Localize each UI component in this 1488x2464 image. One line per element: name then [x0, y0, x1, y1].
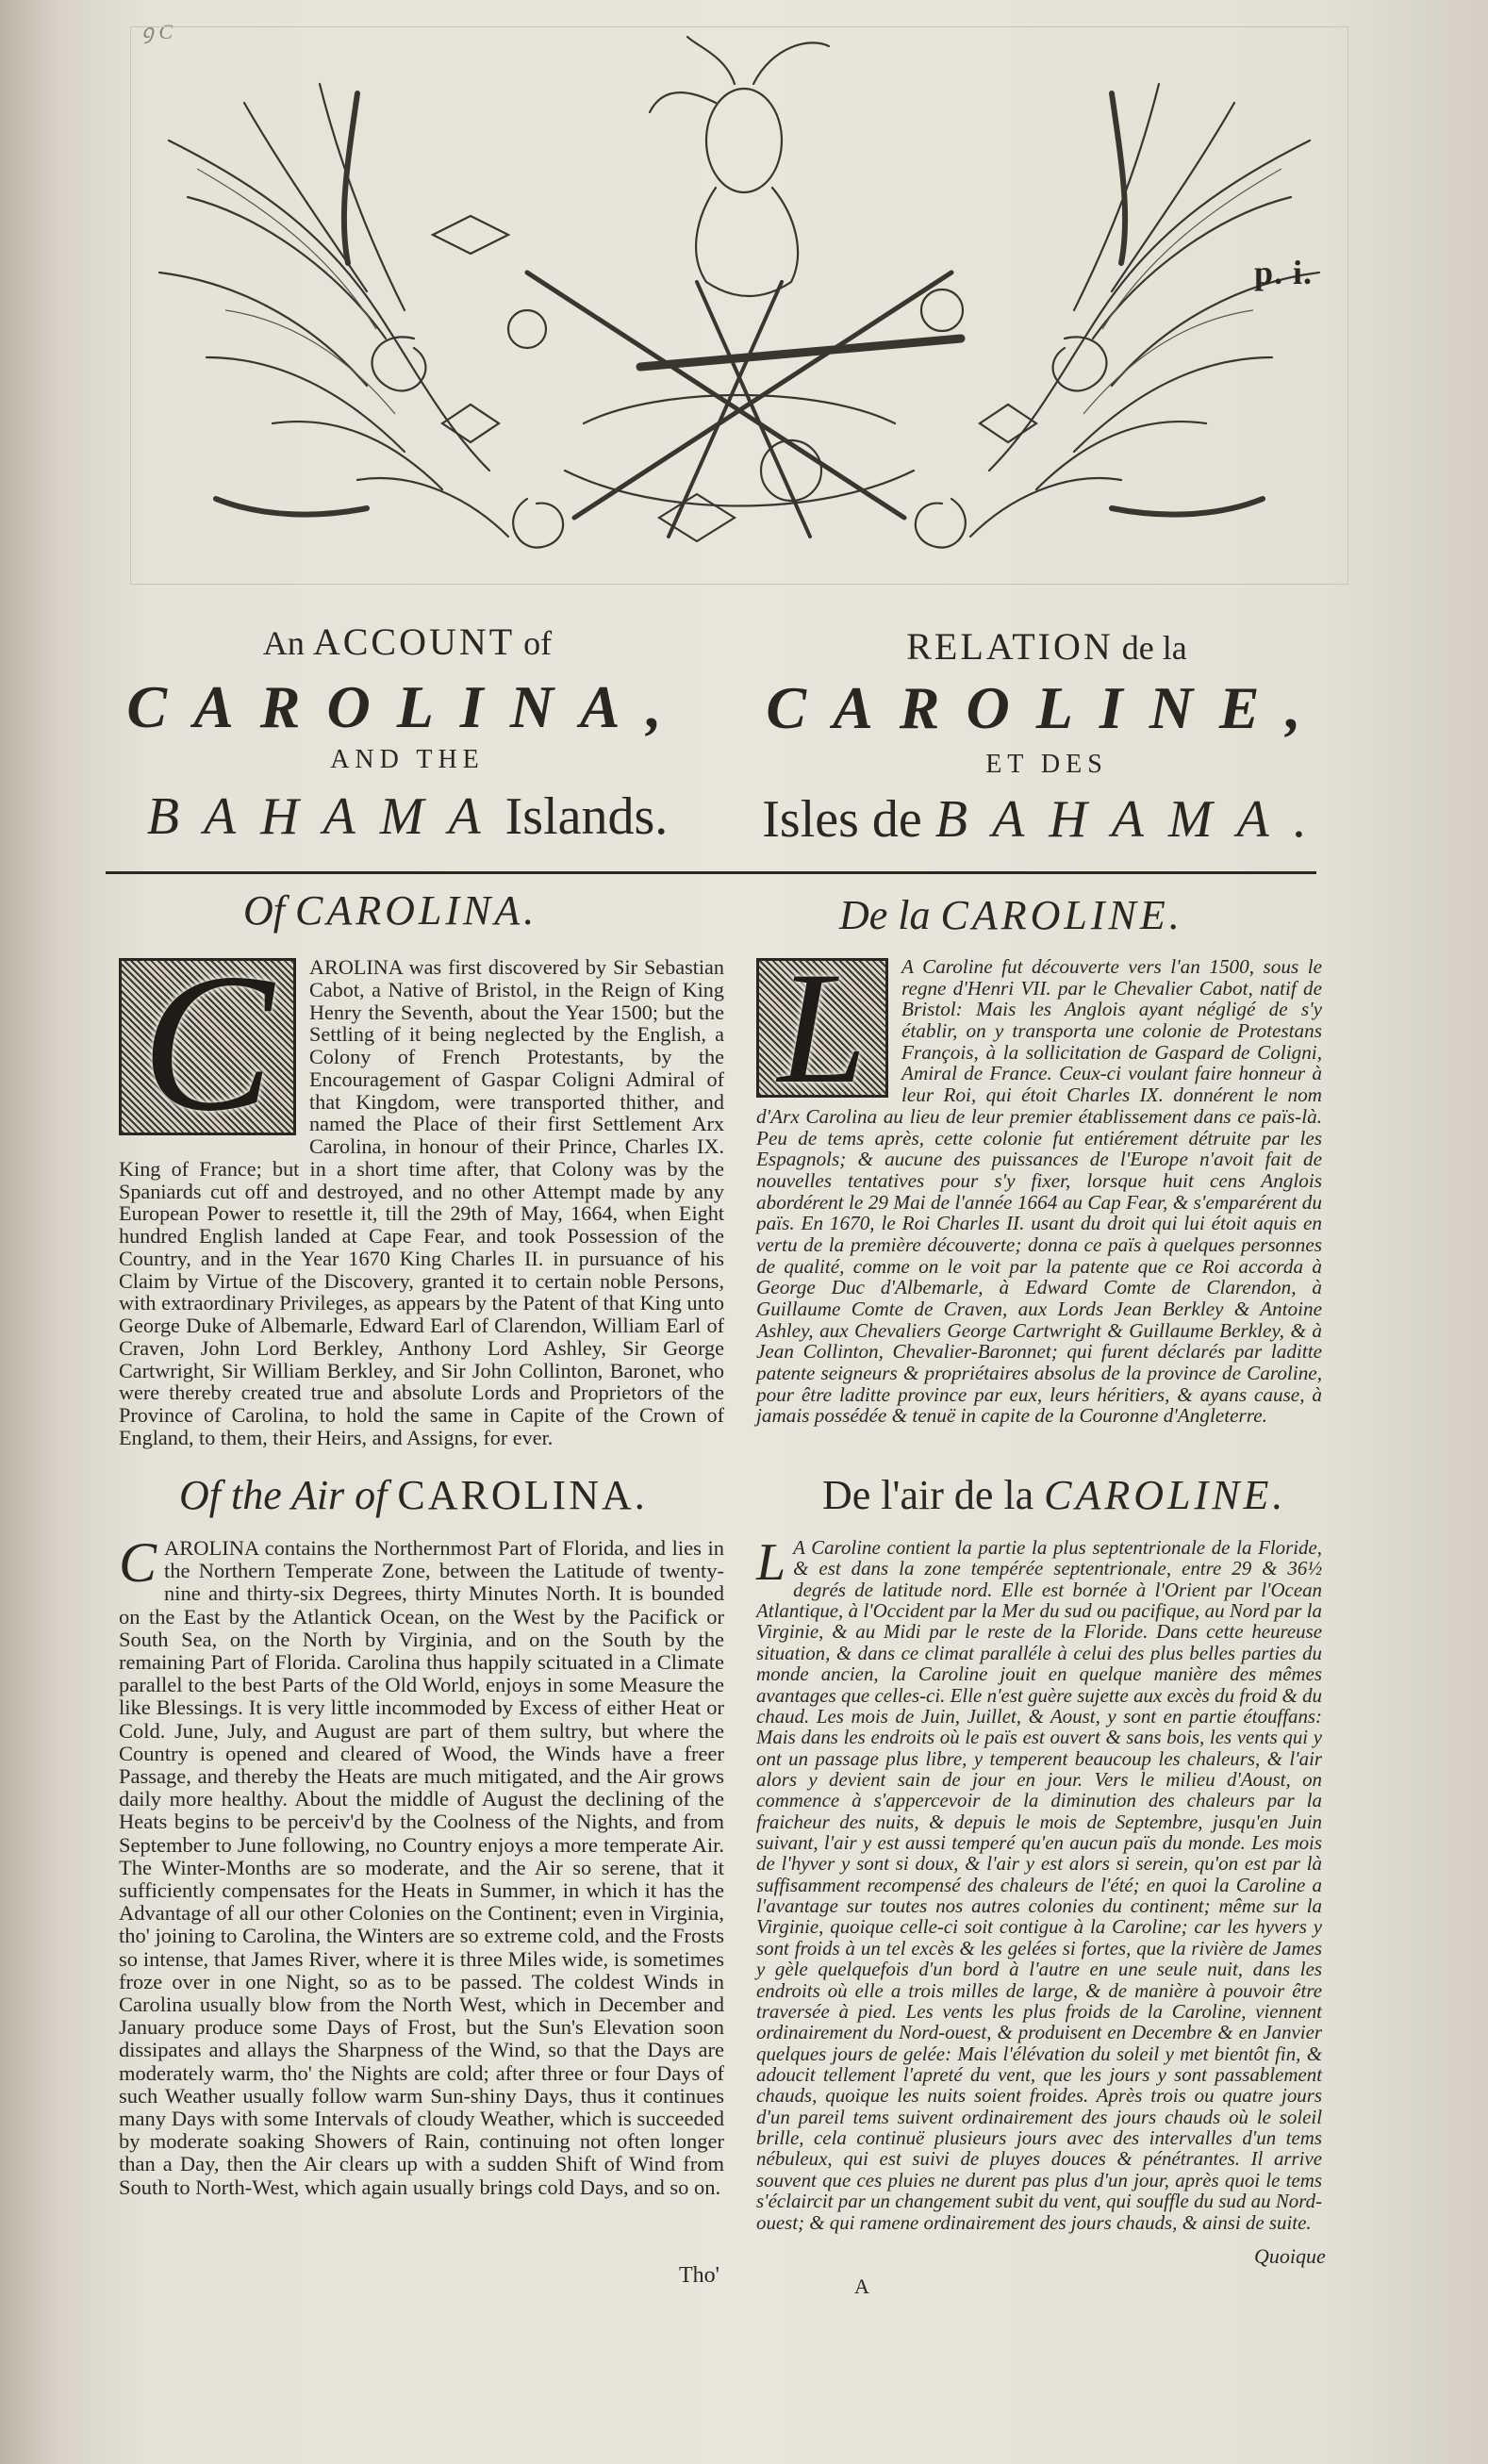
catchword-english: Tho' — [679, 2263, 719, 2288]
headpiece-ornament-icon — [131, 27, 1347, 584]
corner-mark: ꝯ C — [141, 20, 174, 43]
heading-of-carolina-name: CAROLINA. — [295, 887, 538, 934]
heading-of-the-air-prefix: Of the Air of — [179, 1472, 388, 1518]
french-title-relation: RELATION — [906, 625, 1114, 668]
heading-of-the-air-name: CAROLINA. — [397, 1472, 648, 1518]
signature-mark: A — [854, 2274, 869, 2298]
english-title-islands: Islands. — [504, 787, 669, 846]
english-column-air — [119, 1531, 724, 2199]
decorated-initial-l-letter: L — [777, 958, 868, 1098]
decorated-initial-l — [756, 958, 888, 1098]
french-air-paragraph: A Caroline contient la partie la plus septentrionale de la Floride, & est dans la zone tempérée septentrionale, entre 29 & 36½ degrés de latitude nord. Elle est bornée à l'Orient par l'Ocean Atlantique, à l'Occident par la Mer du sud ou pacifique, au Nord par la Virginie, & au Midi par le reste de la Floride. Dans cette heureuse situation, & dans ce climat paralléle à celui des plus belles parties du monde ancien, la Caroline jouit en quelque manière des mêmes avantages que celles-ci. Elle n'est guère sujette aux excès du froid & du chaud. Les mois de Juin, Juillet, & Aoust, y sont en partie étouffans: Mais dans les endroits où le païs est ouvert & sans bois, les vents qui y ont un passage plus libre, y temperent beaucoup les chaleurs, & l'air alors y devient sain de jour en jour. Vers le milieu d'Aoust, on commence à s'appercevoir de la diminution des chaleurs par la fraicheur des nuits, & depuis le mois de Septembre, jusqu'en Juin suivant, l'air y est aussi temperé qu'en aucun païs du monde. Les mois de l'hyver y sont si doux, & l'air y est alors si serein, qu'on est par là suffisamment recompensé des chaleurs de l'été; en quoi la Caroline a l'avantage sur toutes nos autres colonies du continent; même sur la Virginie, quoique celle-ci soit contigue à la Caroline; car les hyvers y sont froids à un tel excès & les gelées si fortes, que la rivière de James y gèle quelquefois d'un bord à l'autre en une seule nuit, dans les endroits où elle a trois milles de large, & de manière à pouvoir être traversée à pied. Les vents les plus froids de la Caroline, viennent ordinairement du Nord-ouest, & produisent en Decembre & en Janvier quelques jours de gelée: Mais l'élévation du soleil y met bientôt fin, & adoucit tellement l'apreté du vent, que les jours y sont passablement chauds, quoique les nuits soient froides. Après trois ou quatre jours d'un pareil tems suivent ordinairement des jours chauds où le soleil brille, cela continuë plusieurs jours avec des intervalles d'un tems nébuleux, qui est suivi de pluyes douces & pénétrantes. Il arrive souvent que ces pluies ne durent pas plus d'un jour, après quoi le tems s'éclaircit par un changement subit du vent, qui souffle du sud au Nord-ouest; & qui ramene ordinairement des jours chauds, & ainsi de suite. — [756, 1536, 1322, 2234]
english-title-and-the: AND THE — [330, 745, 485, 774]
english-air-paragraph: AROLINA contains the Northernmost Part of Florida, and lies in the Northern Temperate Zone, between the Latitude of twenty-nine and thirty-six Degrees, thirty Minutes North. It is bounded on the East by the Atlantick Ocean, on the West by the Pacifick or South Sea, on the North by Virginia, and on the South by the remaining Part of Florida. Carolina thus happily scituated in a Climate parallel to the best Parts of the Old World, enjoys in some Measure the like Blessings. It is very little incommoded by Excess of either Heat or Cold. June, July, and August are part of them sultry, but where the Country is opened and cleared of Wood, the Winds have a freer Passage, and thereby the Heats are much mitigated, and the Air grows daily more healthy. About the middle of August the declining of the Heats begins to be perceiv'd by the Coolness of the Nights, and from September to June following, no Country enjoys a more temperate Air. The Winter-Months are so moderate, and the Air so serene, that it sufficiently compensates for the Heats in Summer, in which it has the Advantage of all our other Colonies on the Continent; even in Virginia, tho' joining to Carolina, the Winters are so extreme cold, and the Frosts so intense, that James River, where it is three Miles wide, is sometimes froze over in one Night, so as to be passed. The coldest Winds in Carolina usually blow from the North West, which in December and January produce some Days of Frost, but the Sun's Elevation soon dissipates and allays the Sharpness of the Wind, so that the Days are moderately warm, tho' the Nights are cold; after three or four Days of such Weather usually follow warm Sun-shiny Days, thus it continues many Days with some Intervals of cloudy Weather, which is succeeded by moderate soaking Showers of Rain, continuing not often longer than a Day, then the Air clears up with a sudden Shift of Wind from South to North-West, which again usually brings cold Days, and so on. — [119, 1536, 724, 2199]
heading-of-the-air — [179, 1471, 648, 1519]
english-title-carolina: CAROLINA, — [126, 673, 688, 740]
english-carolina-paragraph: AROLINA was first discovered by Sir Sebastian Cabot, a Native of Bristol, in the Reign of King Henry the Seventh, about the Year 1500; but the Settling of it being neglected by the English, a Colony of French Protestants, by the Encouragement of Gaspar Coligni Admiral of that Kingdom, were transported thither, and named the Place of their first Settlement Arx Carolina, in honour of their Prince, Charles IX. King of France; but in a short time after, that Colony was by the Spaniards cut off and destroyed, and no other Attempt made by any European Power to resettle it, till the 29th of May, 1664, when Eight hundred English landed at Cape Fear, and took Possession of the Country, and in the Year 1670 King Charles II. in pursuance of his Claim by Virtue of the Discovery, granted it to certain noble Persons, with extraordinary Privileges, as appears by the Patent of that King unto George Duke of Albemarle, Edward Earl of Clarendon, William Earl of Craven, John Lord Berkley, Anthony Lord Ashley, Sir George Cartwright, Sir William Berkley, and Sir John Collinton, Baronet, who were thereby created true and absolute Lords and Proprietors of the Province of Carolina, to hold the same in Capite of the Crown of England, to them, their Heirs, and Assigns, for ever. — [119, 955, 724, 1449]
heading-of-carolina-of: Of — [243, 887, 285, 934]
french-title-caroline: CAROLINE, — [766, 674, 1328, 741]
english-title-account: ACCOUNT — [312, 620, 516, 663]
headpiece-engraving — [130, 26, 1348, 585]
french-title-de-la: de la — [1113, 629, 1187, 667]
english-column-carolina — [119, 956, 724, 1449]
heading-of-carolina — [243, 886, 537, 934]
heading-de-la-caroline-name: CAROLINE. — [940, 892, 1183, 938]
french-title-isles-de: Isles de — [762, 790, 922, 849]
decorated-initial-c — [119, 958, 296, 1135]
heading-de-la-caroline — [839, 891, 1183, 939]
heading-de-l-air-prefix: De l'air de la — [822, 1472, 1034, 1518]
french-column-air — [756, 1533, 1322, 2234]
initial-c-air: C — [119, 1531, 157, 1594]
decorated-initial-c-letter: C — [141, 958, 274, 1135]
initial-l-air: L — [756, 1533, 786, 1592]
english-title-bahama: BAHAMA — [146, 787, 505, 846]
french-title — [754, 622, 1339, 849]
french-title-et-des: ET DES — [985, 750, 1108, 779]
page-number: p. i. — [1254, 254, 1314, 291]
french-column-caroline — [756, 956, 1322, 1427]
english-title-of: of — [515, 624, 553, 662]
title-rule — [106, 871, 1316, 874]
heading-de-l-air — [822, 1471, 1286, 1519]
french-title-bahama: BAHAMA. — [934, 790, 1331, 849]
english-title — [106, 618, 709, 846]
english-title-prefix: An — [262, 624, 313, 662]
heading-de-la-caroline-de-la: De la — [839, 892, 931, 938]
heading-de-l-air-name: CAROLINE. — [1044, 1472, 1287, 1518]
catchword-french: Quoique — [1254, 2244, 1326, 2268]
french-caroline-paragraph: A Caroline fut découverte vers l'an 1500, sous le regne d'Henri VII. par le Chevalier Cabot, natif de Bristol: Mais les Anglois ayant négligé de s'y établir, on y transporta une colonie de Protestans François, à la sollicitation de Gaspard de Coligni, Amiral de France. Ceux-ci voulant faire honneur à leur Roi, qui étoit Charles IX. donnérent le nom d'Arx Carolina au lieu de leur premier établissement dans ce païs-là. Peu de tems après, cette colonie fut entiérement détruite par les Espagnols; & aucune des puissances de l'Europe n'avoit fait de nouvelles tentatives pour s'y fixer, lorsque huit cens Anglois abordérent le 29 Mai de l'année 1664 au Cap Fear, & s'emparérent du païs. En 1670, le Roi Charles II. usant du droit qui lui étoit aquis en vertu de la première découverte; donna ce païs à quelques personnes de qualité, comme on le voit par la patente que ce Roi accorda à George Duc d'Albemarle, à Edward Comte de Clarendon, à Guillaume Comte de Craven, aux Lords Jean Berkley & Antoine Ashley, aux Chevaliers George Cartwright & Guillaume Berkley, & à Jean Collinton, Chevalier-Baronnet; qui furent déclarés par laditte patente seigneurs & propriétaires absolus de la province de Caroline, pour être laditte province par eux, leurs héritiers, & ayans cause, à jamais possédée & tenuë in capite de la Couronne d'Angleterre. — [756, 955, 1322, 1428]
